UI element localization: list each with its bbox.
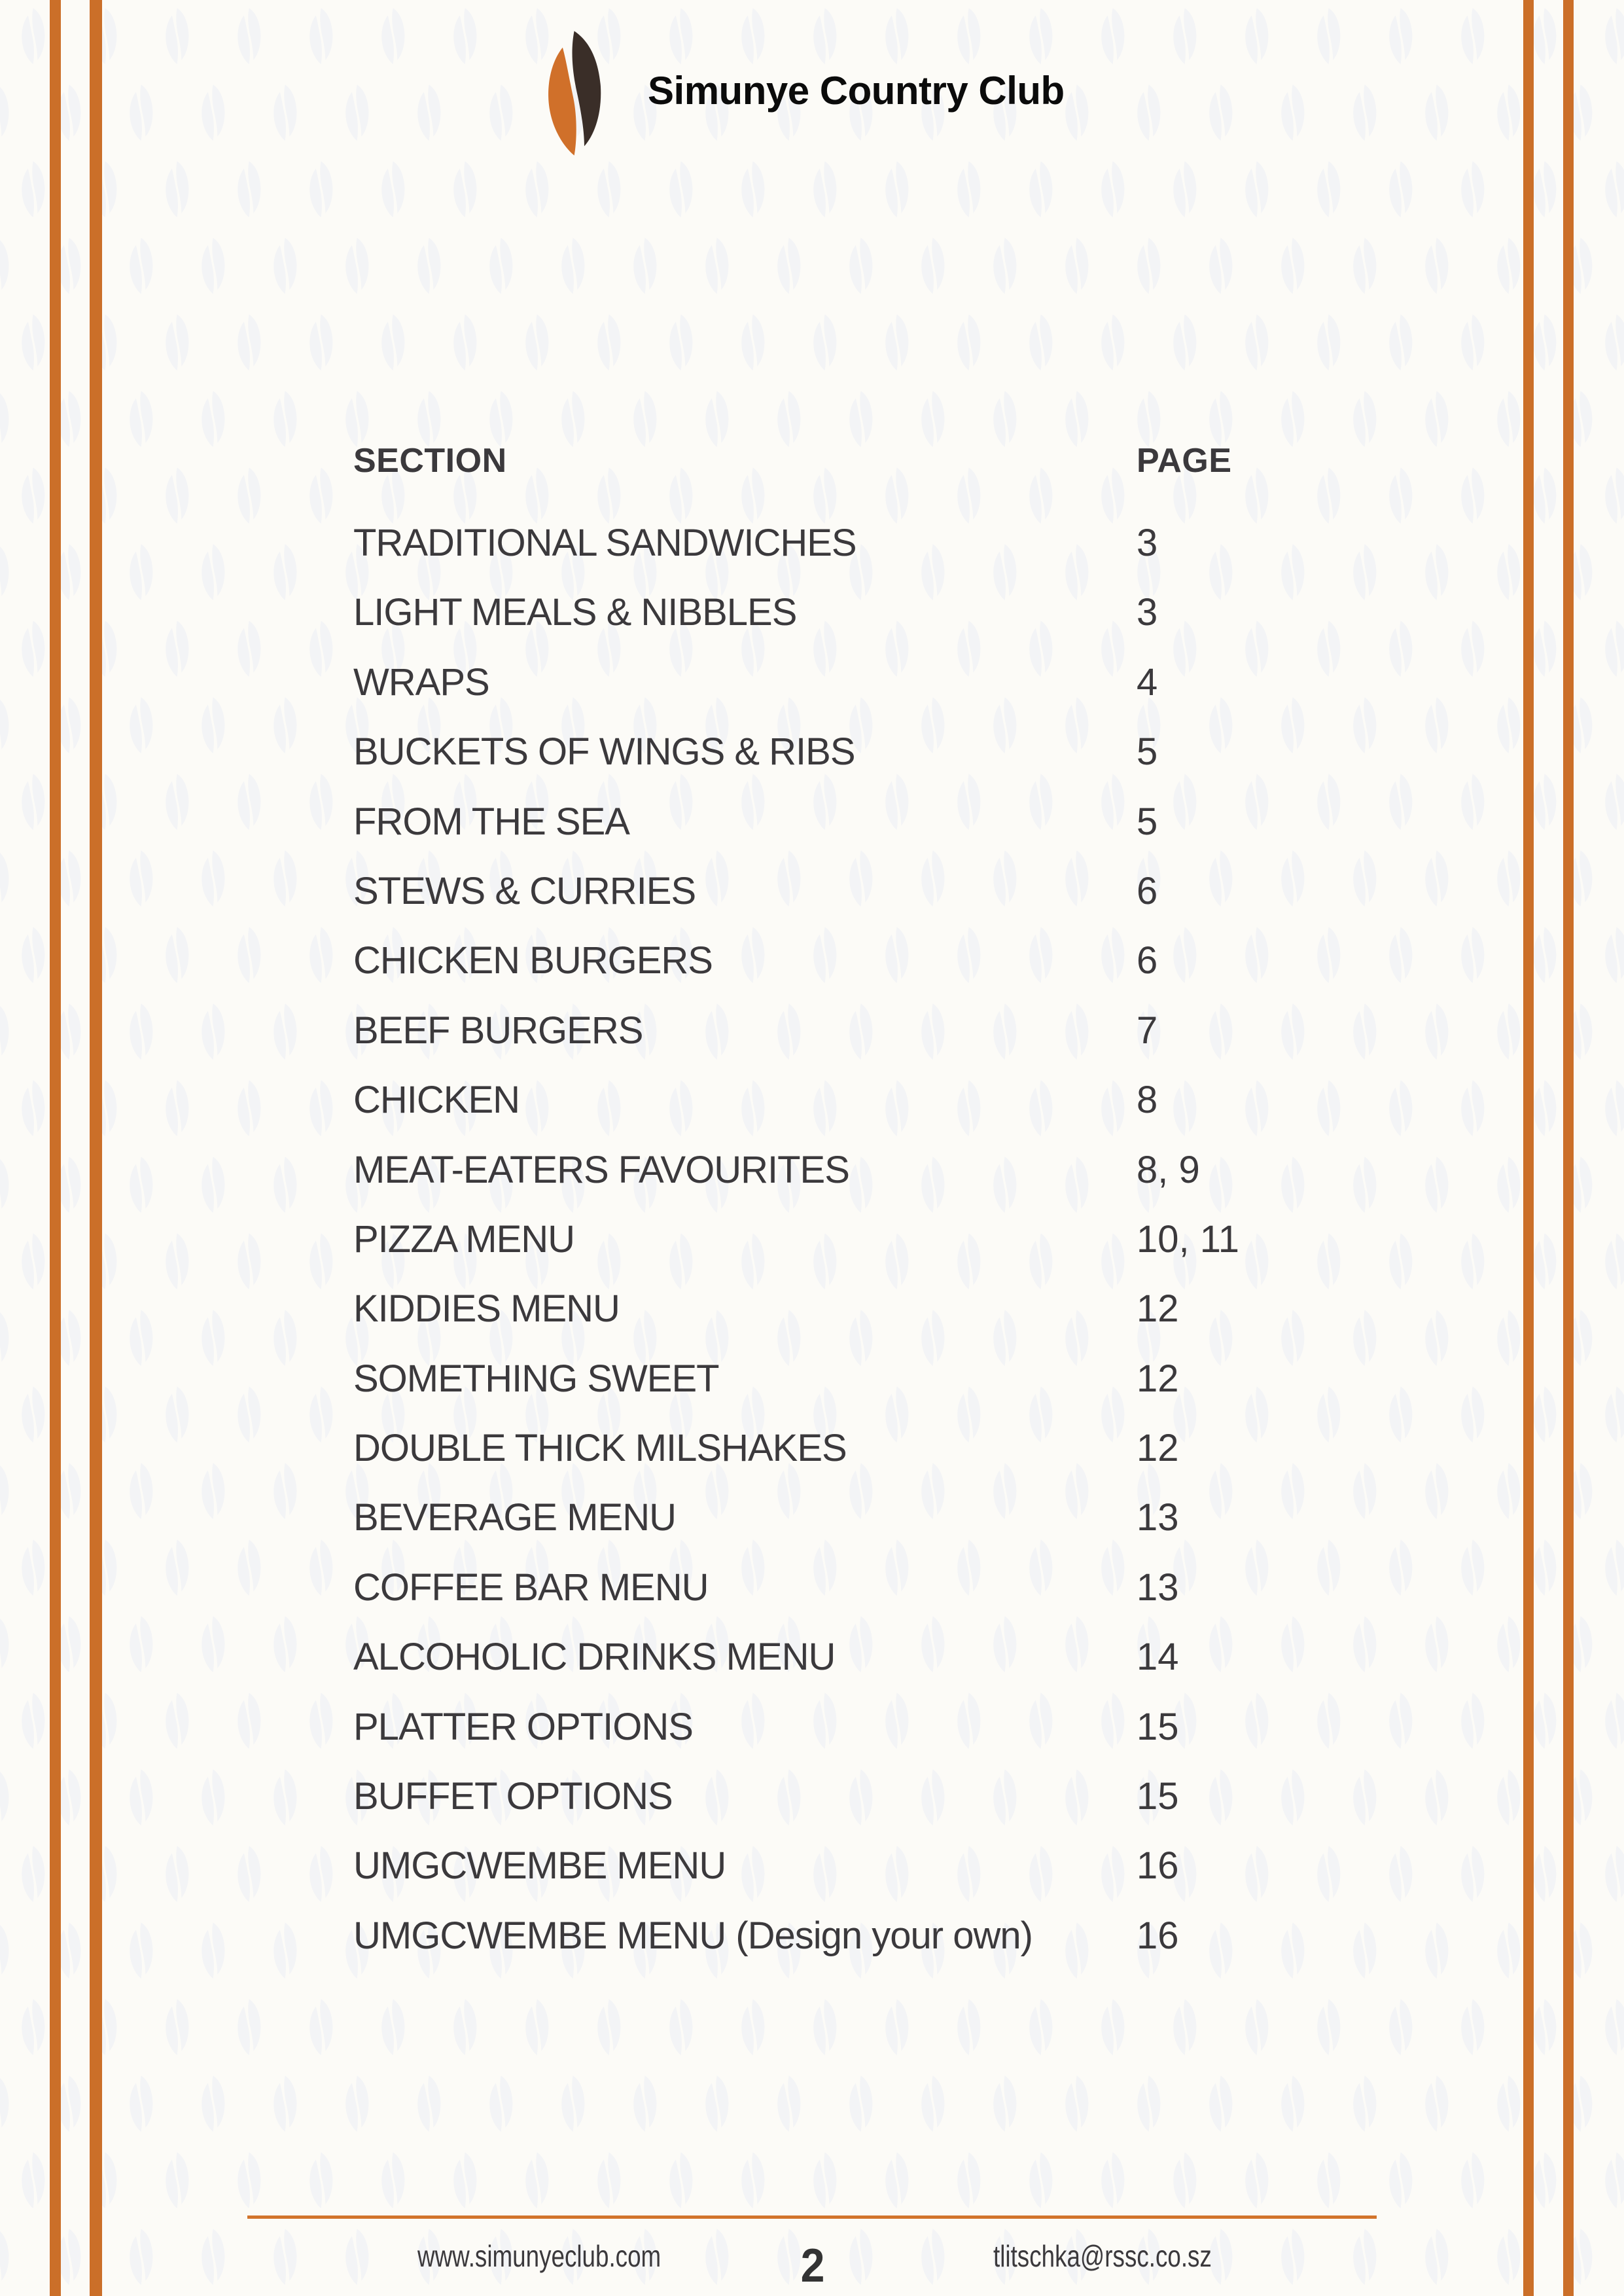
page-number: 12	[1137, 1427, 1179, 1470]
section-name: STEWS & CURRIES	[353, 869, 696, 912]
toc-row	[353, 926, 1282, 996]
page-number: 5	[1137, 730, 1158, 774]
section-name: PIZZA MENU	[353, 1217, 575, 1261]
toc-row	[353, 1274, 1282, 1344]
page-number: 8, 9	[1137, 1148, 1200, 1191]
section-name: BEEF BURGERS	[353, 1009, 643, 1052]
toc-row	[353, 1762, 1282, 1831]
toc-row	[353, 509, 1282, 578]
page-number: 7	[1137, 1009, 1158, 1052]
section-name: CHICKEN	[353, 1079, 520, 1122]
page-number: 10, 11	[1137, 1217, 1239, 1261]
page-title: Simunye Country Club	[648, 69, 1065, 113]
toc-row	[353, 717, 1282, 787]
right-border-stripe-inner	[1523, 0, 1534, 2296]
toc-row	[353, 1693, 1282, 1762]
toc-row	[353, 1831, 1282, 1901]
section-name: BUCKETS OF WINGS & RIBS	[353, 730, 855, 774]
toc-row	[353, 1205, 1282, 1274]
page-number: 16	[1137, 1844, 1179, 1888]
toc-row	[353, 1553, 1282, 1623]
toc-row	[353, 1901, 1282, 1971]
toc-row	[353, 857, 1282, 926]
toc-row	[353, 1623, 1282, 1692]
toc-row	[353, 578, 1282, 647]
page-number: 12	[1137, 1357, 1179, 1400]
toc-header-row	[353, 444, 1282, 483]
section-name: MEAT-EATERS FAVOURITES	[353, 1148, 849, 1191]
section-name: LIGHT MEALS & NIBBLES	[353, 591, 797, 634]
page-column-header: PAGE	[1137, 442, 1232, 480]
left-border-stripe-inner	[90, 0, 102, 2296]
section-column-header: SECTION	[353, 442, 507, 480]
page-number: 5	[1137, 800, 1158, 843]
section-name: DOUBLE THICK MILSHAKES	[353, 1427, 847, 1470]
page-number: 14	[1137, 1636, 1179, 1679]
page-number: 13	[1137, 1566, 1179, 1609]
page-number: 3	[1137, 591, 1158, 634]
toc-row	[353, 787, 1282, 857]
toc-row	[353, 1414, 1282, 1483]
toc-row	[353, 1066, 1282, 1135]
section-name: BUFFET OPTIONS	[353, 1775, 673, 1818]
section-name: KIDDIES MENU	[353, 1287, 620, 1331]
toc-row	[353, 996, 1282, 1066]
section-name: BEVERAGE MENU	[353, 1496, 676, 1539]
section-name: ALCOHOLIC DRINKS MENU	[353, 1636, 836, 1679]
page-number: 3	[1137, 522, 1158, 564]
section-name: FROM THE SEA	[353, 800, 629, 843]
footer-page-number: 2	[800, 2240, 825, 2292]
page-number: 4	[1137, 660, 1158, 704]
page-number: 15	[1137, 1705, 1179, 1748]
toc-row	[353, 648, 1282, 717]
section-name: UMGCWEMBE MENU (Design your own)	[353, 1914, 1033, 1957]
section-name: WRAPS	[353, 660, 489, 704]
left-border-stripe-outer	[50, 0, 61, 2296]
section-name: PLATTER OPTIONS	[353, 1705, 693, 1748]
section-name: CHICKEN BURGERS	[353, 939, 713, 982]
toc-row	[353, 1136, 1282, 1205]
page-number: 15	[1137, 1775, 1179, 1818]
page-number: 12	[1137, 1287, 1179, 1331]
page-number: 8	[1137, 1079, 1158, 1122]
section-name: UMGCWEMBE MENU	[353, 1844, 726, 1888]
toc-rows	[353, 509, 1282, 1971]
page-number: 6	[1137, 869, 1158, 912]
toc-row	[353, 1483, 1282, 1552]
right-border-stripe-outer	[1563, 0, 1574, 2296]
page-number: 13	[1137, 1496, 1179, 1539]
section-name: TRADITIONAL SANDWICHES	[353, 522, 856, 564]
page-number: 16	[1137, 1914, 1179, 1957]
footer-website: www.simunyeclub.com	[417, 2239, 662, 2273]
flame-leaf-logo-icon	[540, 25, 620, 160]
toc-row	[353, 1344, 1282, 1414]
footer-email: tlitschka@rssc.co.sz	[993, 2239, 1212, 2273]
footer-divider-line	[247, 2215, 1377, 2219]
page-number: 6	[1137, 939, 1158, 982]
section-name: COFFEE BAR MENU	[353, 1566, 709, 1609]
section-name: SOMETHING SWEET	[353, 1357, 719, 1400]
